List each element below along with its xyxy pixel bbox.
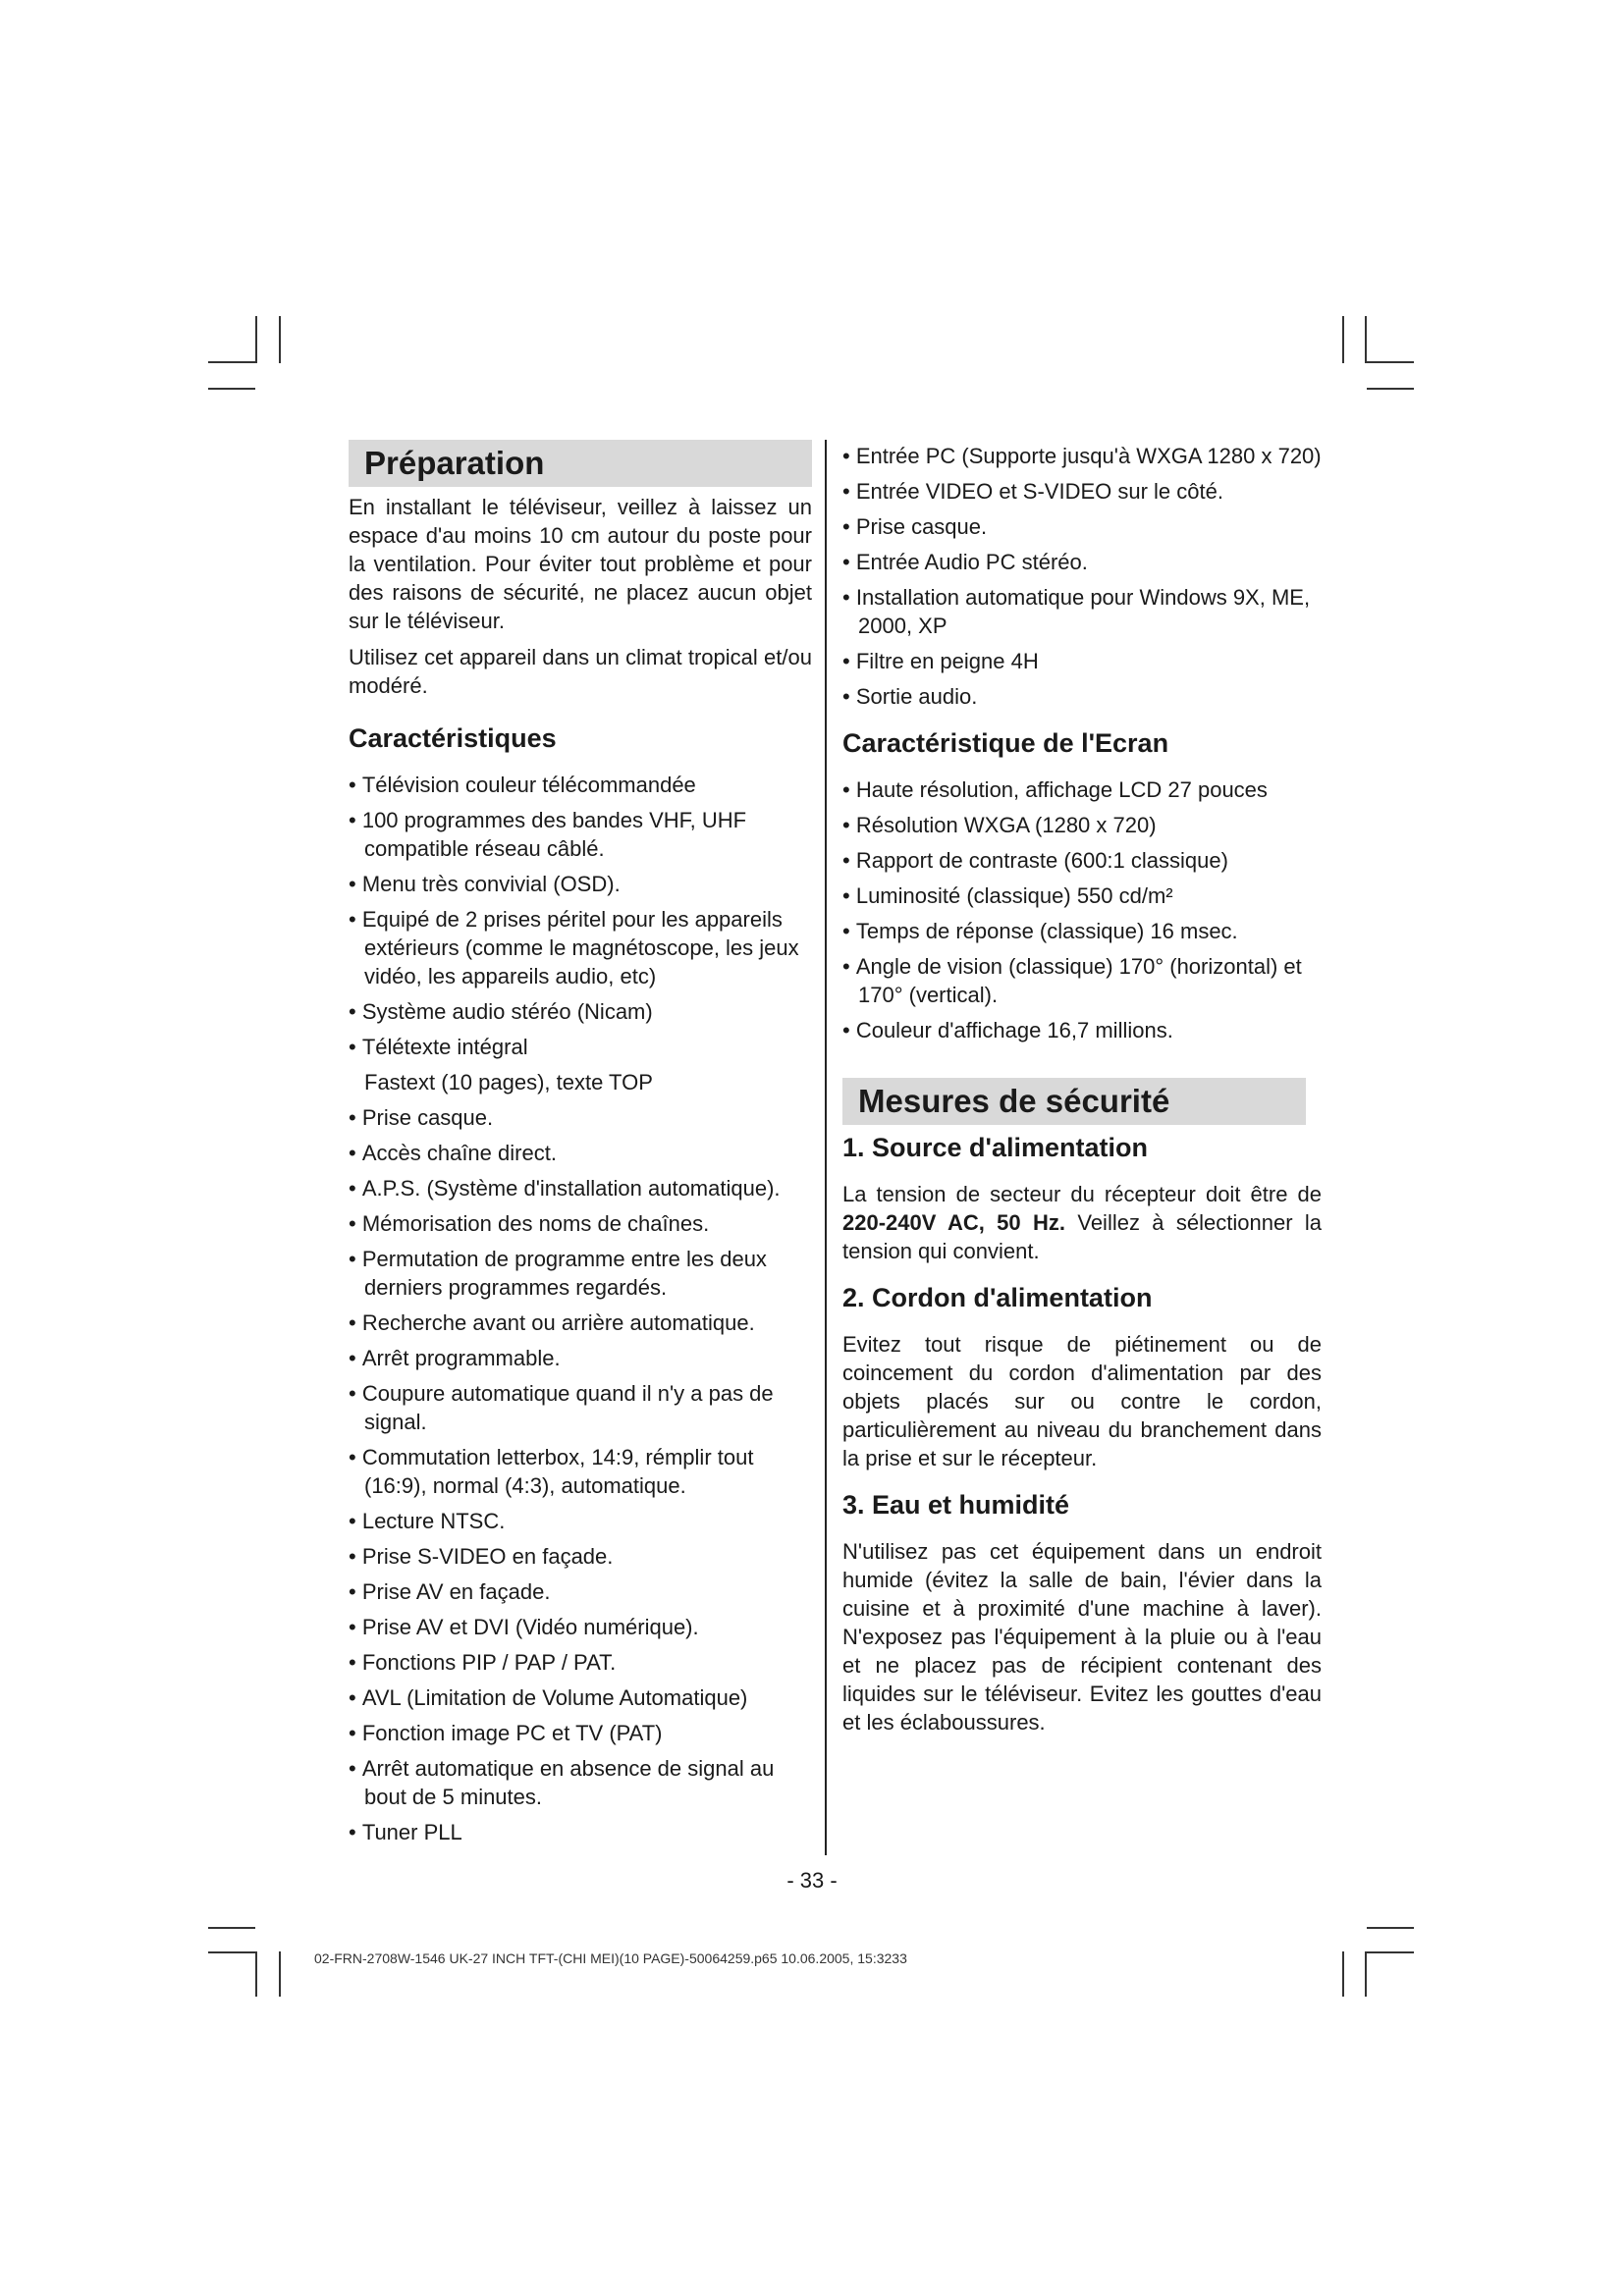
list-item: • Fonction image PC et TV (PAT) (349, 1719, 812, 1747)
crop-mark (208, 1951, 255, 1953)
crop-mark (255, 1951, 257, 1997)
crop-mark (208, 388, 255, 390)
safety-voltage: 220-240V AC, 50 Hz. (842, 1210, 1066, 1235)
safety-section-1-text (842, 1180, 1322, 1265)
crop-mark (279, 1951, 281, 1997)
safety-section-2-text: Evitez tout risque de piétinement ou de coincement du cordon d'alimentation par des objets placés sur ou contre le cordon, particulièrement au niveau du branchement dans la prise et sur le récepteur. (842, 1332, 1322, 1470)
safety-section-1-post: Veillez à sélectionner la tension qui convient. (842, 1210, 1322, 1263)
list-item: • Commutation letterbox, 14:9, rémplir tout (16:9), normal (4:3), automatique. (349, 1443, 812, 1500)
crop-mark (1367, 388, 1414, 390)
list-item: • Arrêt programmable. (349, 1344, 812, 1372)
right-column (842, 442, 1322, 1744)
crop-mark (255, 316, 257, 363)
crop-mark (1342, 1951, 1344, 1997)
crop-mark (1367, 1927, 1414, 1929)
list-item: • A.P.S. (Système d'installation automatique). (349, 1174, 812, 1202)
list-item: • Temps de réponse (classique) 16 msec. (842, 917, 1322, 945)
safety-section-2-title: 2. Cordon d'alimentation (842, 1283, 1153, 1312)
list-item: • Menu très convivial (OSD). (349, 870, 812, 898)
safety-title: Mesures de sécurité (842, 1078, 1306, 1125)
list-item: • 100 programmes des bandes VHF, UHF compatible réseau câblé. (349, 806, 812, 863)
preparation-para-1: En installant le téléviseur, veillez à laissez un espace d'au moins 10 cm autour du poste pour la ventilation. Pour éviter tout problème et pour des raisons de sécurité, ne placez aucun objet sur le téléviseur. (349, 495, 812, 633)
safety-section-3-title: 3. Eau et humidité (842, 1490, 1070, 1520)
list-item: • Arrêt automatique en absence de signal au bout de 5 minutes. (349, 1754, 812, 1811)
list-item: • Système audio stéréo (Nicam) (349, 997, 812, 1026)
list-item: • Haute résolution, affichage LCD 27 pouces (842, 775, 1322, 804)
list-item: • Angle de vision (classique) 170° (horizontal) et 170° (vertical). (842, 952, 1322, 1009)
list-item: • Mémorisation des noms de chaînes. (349, 1209, 812, 1238)
safety-section-1-pre: La tension de secteur du récepteur doit être de (842, 1182, 1322, 1206)
left-column (349, 440, 812, 1853)
screen-list (842, 775, 1322, 1044)
list-item: • Résolution WXGA (1280 x 720) (842, 811, 1322, 839)
list-item: • Sortie audio. (842, 682, 1322, 711)
features-list (349, 771, 812, 1846)
safety-section-3-text: N'utilisez pas cet équipement dans un endroit humide (évitez la salle de bain, l'évier dans la cuisine et à proximité d'une machine à laver). N'exposez pas l'équipement à la pluie ou à l'eau et ne placez pas de récipient contenant des liquides sur le téléviseur. Evitez les gouttes d'eau et les éclaboussures. (842, 1539, 1322, 1735)
safety-section-1-title: 1. Source d'alimentation (842, 1133, 1148, 1162)
screen-title: Caractéristique de l'Ecran (842, 728, 1169, 758)
list-item: • Prise casque. (842, 512, 1322, 541)
crop-mark (1365, 316, 1367, 363)
crop-mark (208, 361, 255, 363)
crop-mark (279, 316, 281, 363)
list-item: • Installation automatique pour Windows 9X, ME, 2000, XP (842, 583, 1322, 640)
list-item: • Prise AV et DVI (Vidéo numérique). (349, 1613, 812, 1641)
list-item: • Rapport de contraste (600:1 classique) (842, 846, 1322, 875)
features-title: Caractéristiques (349, 723, 557, 753)
list-item: • Equipé de 2 prises péritel pour les appareils extérieurs (comme le magnétoscope, les jeux vidéo, les appareils audio, etc) (349, 905, 812, 990)
preparation-para-2: Utilisez cet appareil dans un climat tropical et/ou modéré. (349, 645, 812, 698)
list-item: • Tuner PLL (349, 1818, 812, 1846)
list-item: • Filtre en peigne 4H (842, 647, 1322, 675)
print-footer: 02-FRN-2708W-1546 UK-27 INCH TFT-(CHI MEI)(10 PAGE)-50064259.p65 10.06.2005, 15:3233 (314, 1950, 907, 1966)
list-item: • Luminosité (classique) 550 cd/m² (842, 881, 1322, 910)
list-item: Fastext (10 pages), texte TOP (364, 1070, 653, 1095)
list-item: • Télétexte intégral (349, 1033, 812, 1061)
list-item: • Couleur d'affichage 16,7 millions. (842, 1016, 1322, 1044)
list-item: • Fonctions PIP / PAP / PAT. (349, 1648, 812, 1677)
crop-mark (1342, 316, 1344, 363)
features-continued-list (842, 442, 1322, 711)
list-item: • Prise casque. (349, 1103, 812, 1132)
crop-mark (1365, 1951, 1367, 1997)
column-divider (825, 440, 827, 1855)
list-item: • Coupure automatique quand il n'y a pas de signal. (349, 1379, 812, 1436)
crop-mark (208, 1927, 255, 1929)
preparation-title: Préparation (349, 440, 812, 487)
list-item: • Entrée PC (Supporte jusqu'à WXGA 1280 x 720) (842, 442, 1322, 470)
list-item: • Accès chaîne direct. (349, 1139, 812, 1167)
list-item: • Prise S-VIDEO en façade. (349, 1542, 812, 1571)
page-number: - 33 - (786, 1868, 838, 1893)
list-item: • Entrée VIDEO et S-VIDEO sur le côté. (842, 477, 1322, 506)
list-item: • AVL (Limitation de Volume Automatique) (349, 1683, 812, 1712)
list-item: • Lecture NTSC. (349, 1507, 812, 1535)
list-item: • Entrée Audio PC stéréo. (842, 548, 1322, 576)
crop-mark (1367, 1951, 1414, 1953)
list-item: • Permutation de programme entre les deux derniers programmes regardés. (349, 1245, 812, 1302)
list-item: • Recherche avant ou arrière automatique. (349, 1308, 812, 1337)
crop-mark (1367, 361, 1414, 363)
list-item: • Télévision couleur télécommandée (349, 771, 812, 799)
list-item: • Prise AV en façade. (349, 1577, 812, 1606)
